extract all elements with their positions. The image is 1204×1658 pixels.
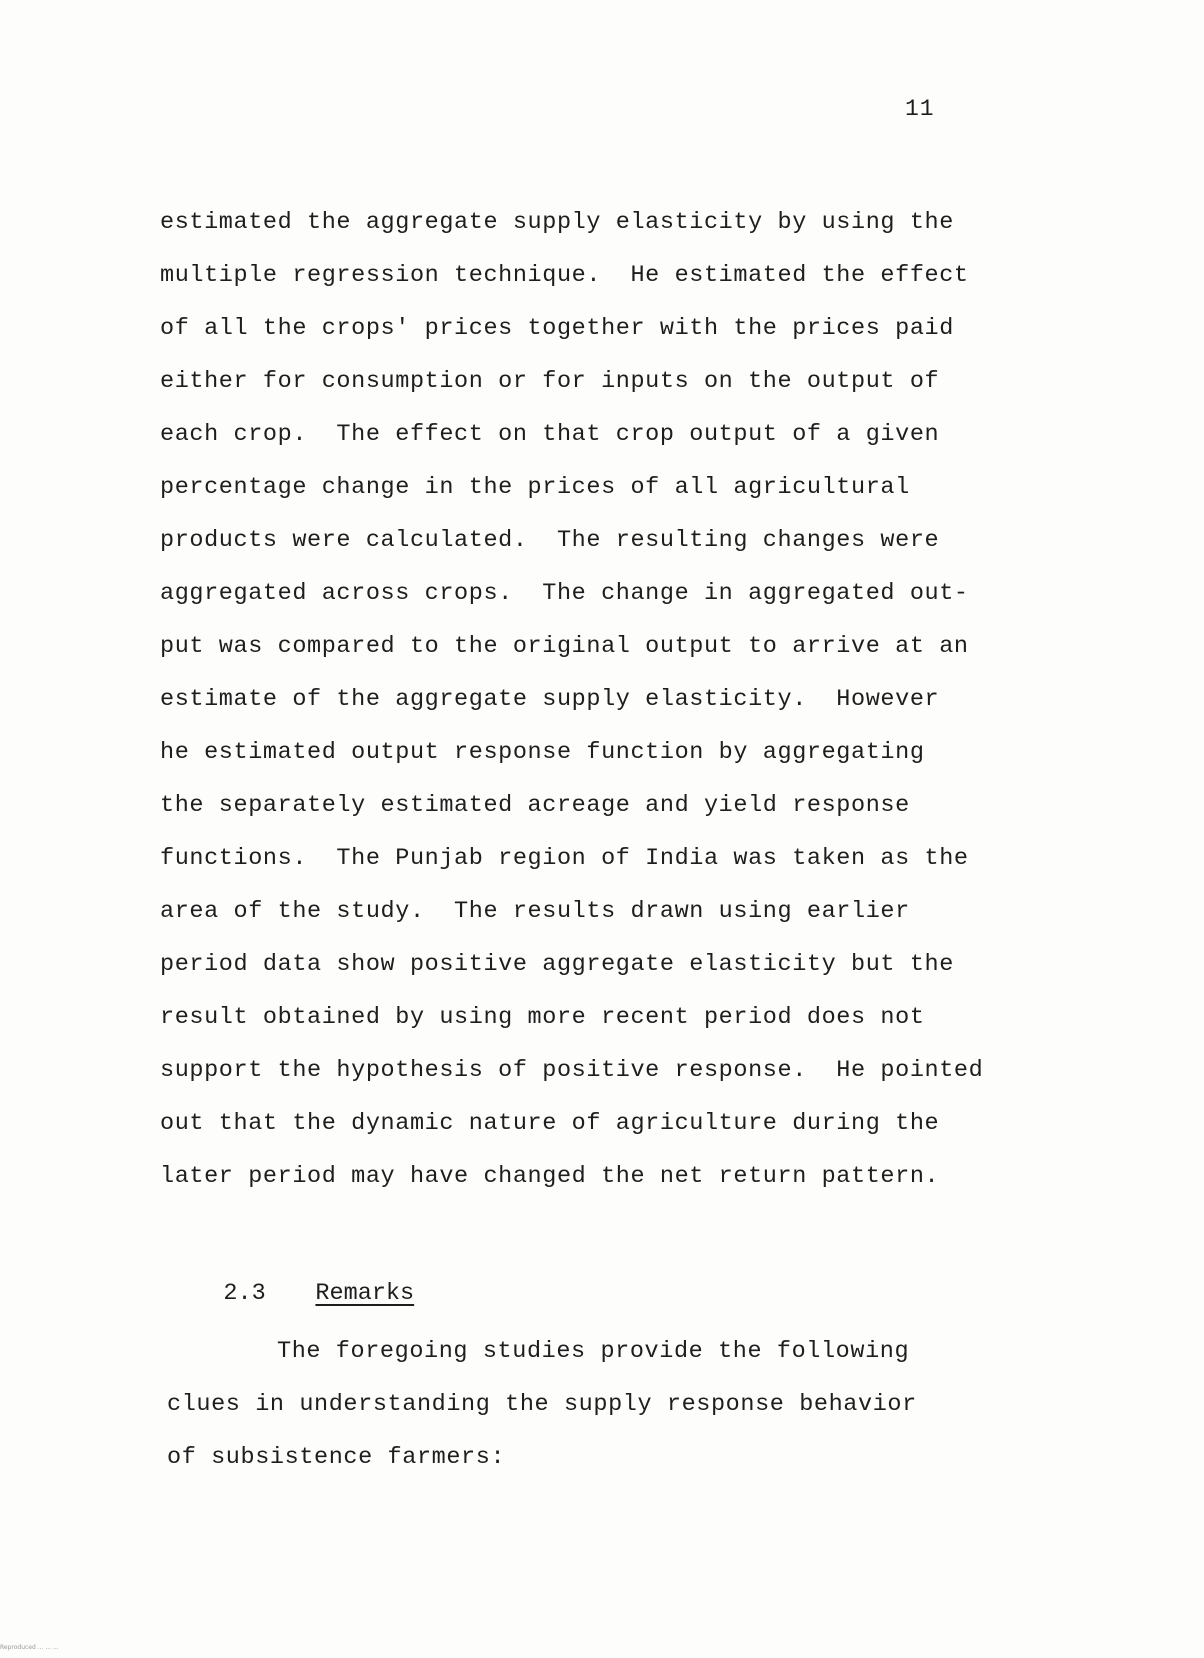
paragraph-line: put was compared to the original output to arrive at an — [160, 633, 969, 660]
paragraph-line: area of the study. The results drawn using earlier — [160, 898, 910, 925]
paragraph-line: period data show positive aggregate elasticity but the — [160, 951, 954, 978]
paragraph-line: of subsistence farmers: — [167, 1444, 506, 1471]
remarks-paragraph — [167, 1325, 1067, 1484]
section-number: 2.3 — [223, 1280, 266, 1307]
paragraph-line: out that the dynamic nature of agriculture during the — [160, 1110, 940, 1137]
paragraph-line: functions. The Punjab region of India was taken as the — [160, 845, 969, 872]
paragraph-line: products were calculated. The resulting changes were — [160, 527, 940, 554]
paragraph-line: he estimated output response function by aggregating — [160, 739, 925, 766]
paragraph-line: result obtained by using more recent period does not — [160, 1004, 925, 1031]
paragraph-line: clues in understanding the supply response behavior — [167, 1391, 917, 1418]
paragraph-line: each crop. The effect on that crop output of a given — [160, 421, 940, 448]
paragraph-line: support the hypothesis of positive response. He pointed — [160, 1057, 984, 1084]
paragraph-line: estimated the aggregate supply elasticity by using the — [160, 209, 954, 236]
paragraph-line: the separately estimated acreage and yield response — [160, 792, 910, 819]
scan-footer-note: Reproduced ... ... ... — [0, 1644, 59, 1651]
paragraph-line: either for consumption or for inputs on the output of — [160, 368, 940, 395]
paragraph-line: percentage change in the prices of all agricultural — [160, 474, 910, 501]
paragraph-line: aggregated across crops. The change in aggregated out- — [160, 580, 969, 607]
paragraph-line: of all the crops' prices together with the prices paid — [160, 315, 954, 342]
paragraph-line: The foregoing studies provide the following — [277, 1338, 910, 1365]
section-title: Remarks — [315, 1280, 415, 1307]
page-number: 11 — [905, 96, 935, 122]
section-heading — [167, 1253, 414, 1334]
paragraph-line: estimate of the aggregate supply elasticity. However — [160, 686, 940, 713]
paragraph-line: multiple regression technique. He estimated the effect — [160, 262, 969, 289]
body-paragraph — [160, 196, 1060, 1203]
paragraph-line: later period may have changed the net return pattern. — [160, 1163, 940, 1190]
